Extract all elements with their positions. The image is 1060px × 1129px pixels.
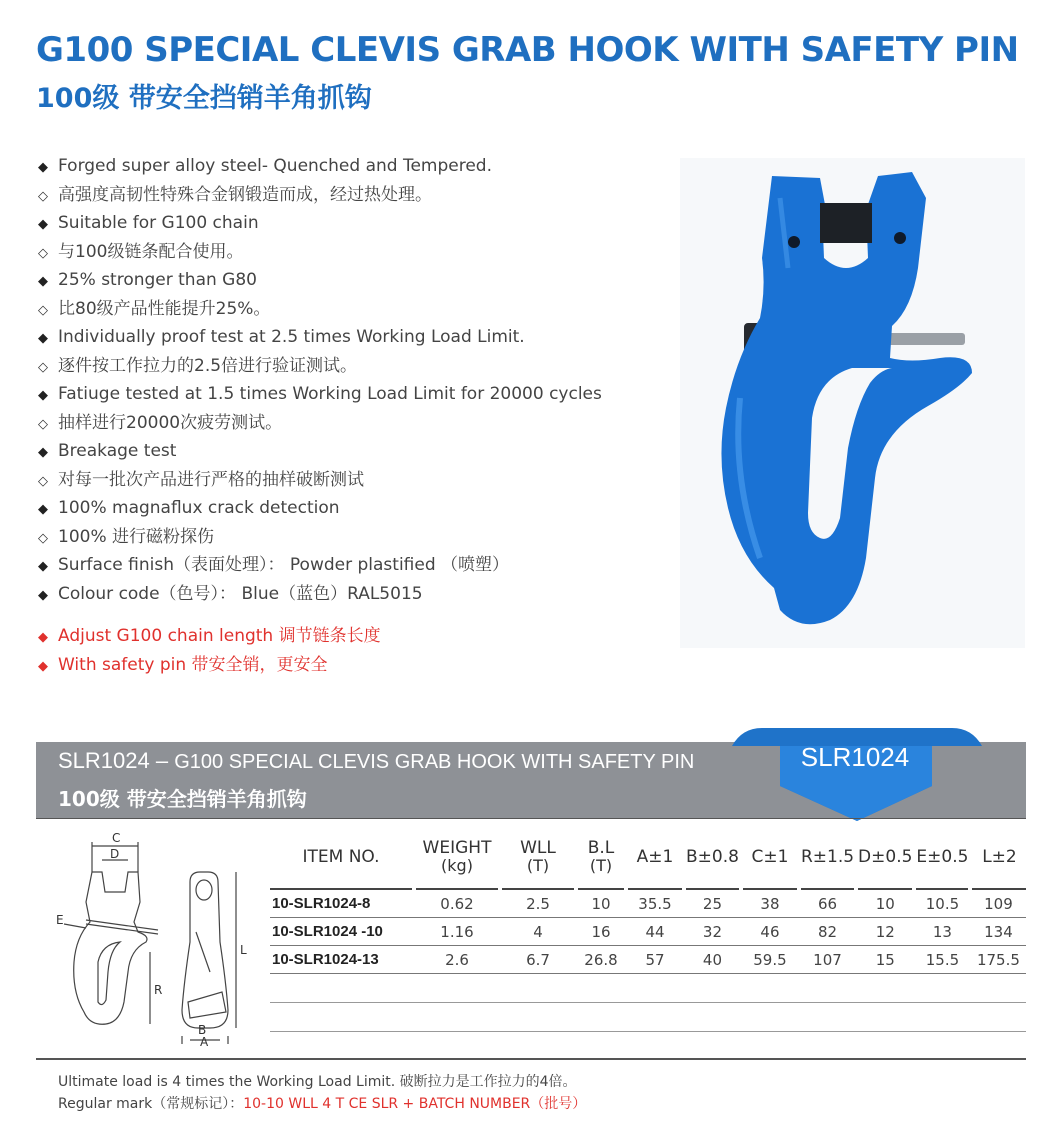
feature-item: ◇ 与100级链条配合使用。	[38, 238, 638, 267]
footer-regular-mark: Regular mark（常规标记）：10-10 WLL 4 T CE SLR + BATCH NUMBER（批号）	[58, 1096, 587, 1112]
feature-item: ◆ Individually proof test at 2.5 times Working Load Limit.	[38, 323, 638, 352]
bullet-icon: ◆	[38, 630, 48, 645]
feature-item: ◆ Forged super alloy steel- Quenched and Tempered.	[38, 152, 638, 181]
col-header-b: B±0.8	[684, 828, 741, 889]
badge-arrow-icon	[732, 726, 982, 821]
bullet-icon: ◆	[38, 559, 48, 574]
feature-item: ◆ 100% magnaflux crack detection	[38, 494, 638, 523]
feature-item: ◇ 抽样进行20000次疲劳测试。	[38, 409, 638, 438]
bullet-icon: ◇	[38, 302, 48, 318]
col-header-e: E±0.5	[914, 828, 970, 889]
bullet-icon: ◇	[38, 245, 48, 261]
spec-table	[270, 828, 1026, 1032]
feature-item: ◆ Fatiuge tested at 1.5 times Working Load Limit for 20000 cycles	[38, 380, 638, 409]
feature-item: ◇ 100% 进行磁粉探伤	[38, 523, 638, 552]
table-header-row	[270, 828, 1026, 889]
highlight-item: ◆ With safety pin 带安全销，更安全	[38, 651, 638, 680]
table-row-empty	[270, 974, 1026, 1003]
table-row: 10-SLR1024-13 2.6 6.7 26.8 57 40 59.5 107 15 15.5 175.5	[270, 946, 1026, 974]
col-header-c: C±1	[741, 828, 799, 889]
feature-item: ◆ Breakage test	[38, 437, 638, 466]
feature-item: ◇ 对每一批次产品进行严格的抽样破断测试	[38, 466, 638, 495]
dim-label: C	[112, 832, 121, 845]
col-header-item: ITEM NO.	[270, 828, 414, 889]
feature-item: ◇ 比80级产品性能提升25%。	[38, 295, 638, 324]
bullet-icon: ◇	[38, 188, 48, 204]
bullet-icon: ◆	[38, 274, 48, 289]
dim-label: B	[198, 1023, 207, 1037]
bullet-icon: ◆	[38, 331, 48, 346]
bullet-icon: ◇	[38, 473, 48, 489]
col-header-r: R±1.5	[799, 828, 856, 889]
col-header-weight: WEIGHT (kg)	[414, 828, 500, 889]
feature-list	[38, 152, 638, 679]
bullet-icon: ◆	[38, 217, 48, 232]
divider	[36, 1058, 1026, 1060]
dim-label: D	[110, 847, 120, 861]
divider	[36, 818, 1026, 819]
bullet-icon: ◆	[38, 587, 48, 603]
col-header-wll: WLL (T)	[500, 828, 576, 889]
bullet-icon: ◆	[38, 388, 48, 403]
dim-label: R	[154, 983, 163, 997]
band-title-en: SLR1024 – G100 SPECIAL CLEVIS GRAB HOOK WITH SAFETY PIN	[58, 748, 695, 773]
bullet-icon: ◆	[38, 160, 48, 175]
bullet-icon: ◇	[38, 416, 48, 432]
feature-item: ◆ 25% stronger than G80	[38, 266, 638, 295]
highlight-item: ◆ Adjust G100 chain length 调节链条长度	[38, 622, 638, 651]
bullet-icon: ◆	[38, 445, 48, 460]
feature-item: ◆ Suitable for G100 chain	[38, 209, 638, 238]
page-title: G100 SPECIAL CLEVIS GRAB HOOK WITH SAFETY PIN	[36, 30, 1019, 70]
feature-item: ◇ 逐件按工作拉力的2.5倍进行验证测试。	[38, 352, 638, 381]
table-row: 10-SLR1024-8 0.62 2.5 10 35.5 25 38 66 10 10.5 109	[270, 889, 1026, 918]
badge-code: SLR1024	[800, 742, 910, 772]
page-subtitle-zh: 100级 带安全挡销羊角抓钩	[36, 83, 372, 114]
blue-clevis-grab-hook-image	[680, 158, 1025, 648]
dim-label: L	[240, 943, 247, 957]
dim-label: A	[200, 1035, 209, 1047]
col-header-l: L±2	[970, 828, 1026, 889]
dim-label: E	[56, 913, 64, 927]
col-header-d: D±0.5	[856, 828, 914, 889]
bullet-icon: ◇	[38, 359, 48, 375]
col-header-a: A±1	[626, 828, 684, 889]
bullet-icon: ◆	[38, 502, 48, 517]
band-title-zh: 100级 带安全挡销羊角抓钩	[58, 787, 307, 811]
feature-item: ◇ 高强度高韧性特殊合金钢锻造而成，经过热处理。	[38, 181, 638, 210]
bullet-icon: ◇	[38, 530, 48, 546]
bullet-icon: ◆	[38, 658, 48, 674]
col-header-bl: B.L (T)	[576, 828, 626, 889]
table-row: 10-SLR1024 -10 1.16 4 16 44 32 46 82 12 13 134	[270, 918, 1026, 946]
feature-item: ◆ Surface finish（表面处理）： Powder plastified （喷塑）	[38, 551, 638, 580]
footer-ultimate-load: Ultimate load is 4 times the Working Load Limit. 破断拉力是工作拉力的4倍。	[58, 1074, 577, 1090]
feature-item: ◆ Colour code（色号）： Blue（蓝色）RAL5015	[38, 580, 638, 609]
dimension-diagram	[50, 832, 260, 1047]
table-row-empty	[270, 1003, 1026, 1032]
